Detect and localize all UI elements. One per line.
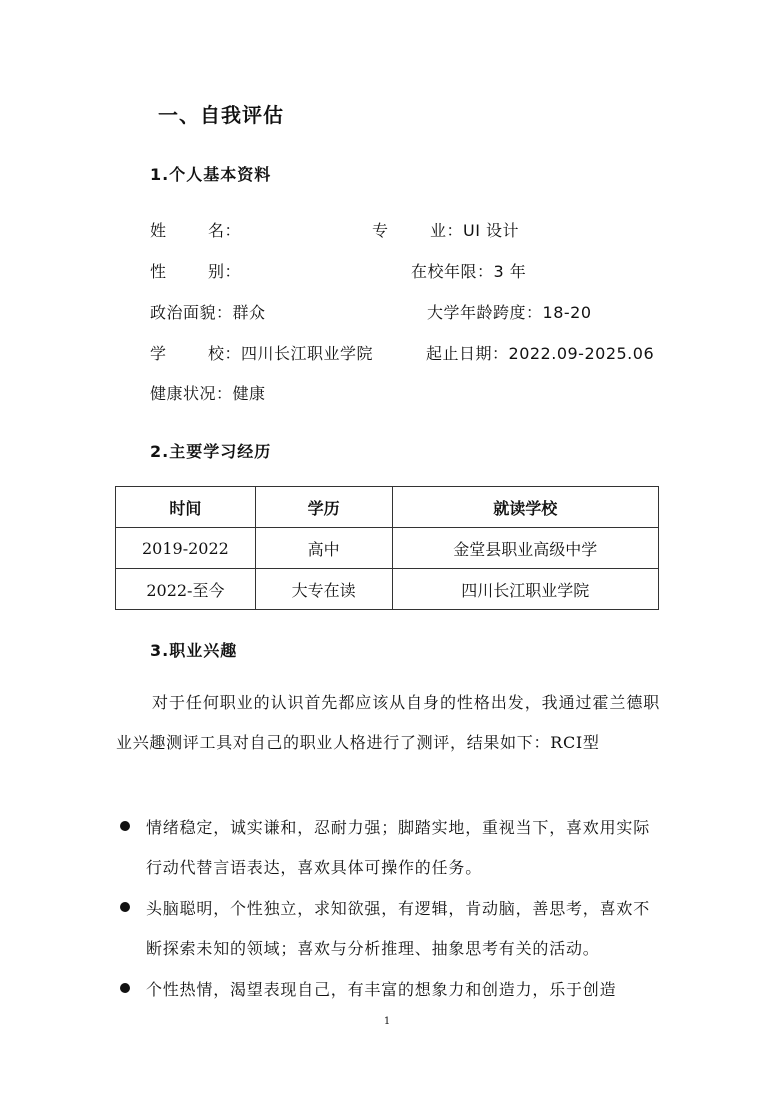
major-field (372, 218, 519, 241)
basic-info-title: 1.个人基本资料 (150, 165, 272, 184)
school-label-b: 校： (208, 344, 242, 363)
gender-label-a: 性 (150, 262, 167, 281)
list-item-text: 头脑聪明，个性独立，求知欲强，有逻辑，肯动脑，善思考，喜欢不断探索未知的领域；喜欢与分析推理、抽象思考有关的活动。 (146, 899, 651, 958)
major-label-a: 专 (372, 221, 389, 240)
years-field (411, 259, 526, 282)
cell-school: 四川长江职业学院 (392, 569, 658, 610)
list-item-text: 情绪稳定，诚实谦和，忍耐力强；脚踏实地，重视当下，喜欢用实际行动代替言语表达，喜欢具体可操作的任务。 (146, 818, 651, 877)
cell-degree: 高中 (255, 528, 392, 569)
table-row (116, 569, 659, 610)
list-item-text: 个性热情，渴望表现自己，有丰富的想象力和创造力，乐于创造 (146, 980, 617, 999)
name-field (150, 218, 241, 241)
interest-title: 3.职业兴趣 (150, 641, 238, 660)
age-label: 大学年龄跨度： (427, 303, 543, 322)
list-item (116, 889, 664, 969)
age-value: 18-20 (542, 303, 592, 322)
bullet-icon (120, 902, 130, 912)
school-field (150, 341, 373, 364)
political-label: 政治面貌： (150, 303, 233, 322)
gender-field (150, 259, 241, 282)
table-header-row (116, 487, 659, 528)
political-value: 群众 (232, 303, 266, 322)
section-title: 一、自我评估 (158, 103, 284, 127)
list-item (116, 808, 664, 888)
bullet-icon (120, 821, 130, 831)
interest-intro: 对于任何职业的认识首先都应该从自身的性格出发，我通过霍兰德职业兴趣测评工具对自己的职业人格进行了测评，结果如下：RCI型 (116, 693, 660, 752)
health-value: 健康 (232, 384, 266, 403)
header-degree: 学历 (255, 487, 392, 528)
cell-degree: 大专在读 (255, 569, 392, 610)
header-school: 就读学校 (392, 487, 658, 528)
school-label-a: 学 (150, 344, 167, 363)
table-row (116, 528, 659, 569)
period-label: 起止日期： (426, 344, 509, 363)
name-label-a: 姓 (150, 221, 167, 240)
political-field (150, 300, 266, 323)
years-label: 在校年限： (411, 262, 494, 281)
cell-school: 金堂县职业高级中学 (392, 528, 658, 569)
school-value: 四川长江职业学院 (241, 344, 374, 363)
page-number: 1 (383, 1016, 391, 1027)
health-field (150, 381, 266, 404)
cell-time: 2022-至今 (116, 569, 256, 610)
age-field (427, 300, 592, 323)
major-value: UI 设计 (463, 221, 520, 240)
gender-label-b: 别： (208, 262, 242, 281)
period-value: 2022.09-2025.06 (508, 344, 655, 363)
bullet-icon (120, 983, 130, 993)
list-item (116, 970, 664, 1010)
years-value: 3 年 (493, 262, 527, 281)
education-title: 2.主要学习经历 (150, 442, 272, 461)
name-label-b: 名： (208, 221, 242, 240)
major-label-b: 业： (430, 221, 464, 240)
cell-time: 2019-2022 (116, 528, 256, 569)
period-field (426, 341, 654, 364)
health-label: 健康状况： (150, 384, 233, 403)
education-table (115, 486, 659, 610)
header-time: 时间 (116, 487, 256, 528)
